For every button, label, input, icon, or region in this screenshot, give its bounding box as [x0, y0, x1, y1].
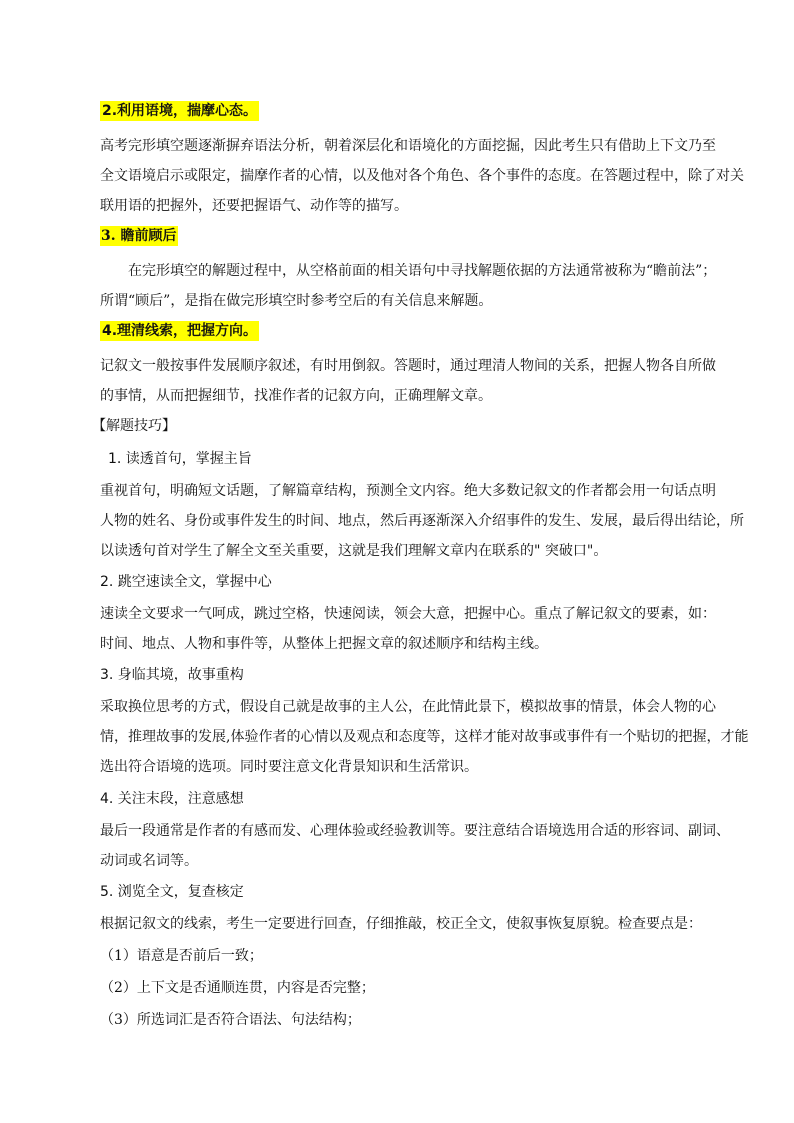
tip-3-line-1: 采取换位思考的方式，假设自己就是故事的主人公，在此情此景下，模拟故事的情景，体会人物的心: [100, 699, 716, 715]
section-heading-4-text: 4.理清线索，把握方向。: [102, 323, 258, 339]
tip-1-heading: 1. 读透首句，掌握主旨: [108, 451, 252, 467]
tip-3-line-3: 选出符合语境的选项。同时要注意文化背景知识和生活常识。: [100, 759, 478, 775]
tip-4-line-1: 最后一段通常是作者的有感而发、心理体验或经验教训等。要注意结合语境选用合适的形容词、副词、: [100, 823, 730, 839]
tip-4-line-2: 动词或名词等。: [100, 853, 198, 869]
section-heading-4: [100, 321, 700, 341]
tip-1-line-1: 重视首句，明确短文话题，了解篇章结构，预测全文内容。绝大多数记叙文的作者都会用一句话点明: [100, 483, 716, 499]
tip-3-heading: 3. 身临其境，故事重构: [100, 667, 244, 683]
section-4-line-1: 记叙文一般按事件发展顺序叙述，有时用倒叙。答题时，通过理清人物间的关系，把握人物各自所做: [100, 358, 716, 374]
section-heading-3: [100, 226, 700, 246]
tip-1-line-3: 以读透句首对学生了解全文至关重要，这就是我们理解文章内在联系的" 突破口"。: [100, 543, 608, 559]
section-2-line-2: 全文语境启示或限定，揣摩作者的心情，以及他对各个角色、各个事件的态度。在答题过程中，除了对关: [100, 168, 744, 184]
tip-3-line-2: 情，推理故事的发展,体验作者的心情以及观点和态度等，这样才能对故事或事件有一个贴切的把握，才能: [100, 729, 749, 745]
section-heading-2-text: 2.利用语境，揣摩心态。: [102, 103, 258, 119]
tip-2-line-1: 速读全文要求一气呵成，跳过空格，快速阅读，领会大意，把握中心。重点了解记叙文的要素，如：: [100, 606, 716, 622]
tip-4-heading: 4. 关注末段，注意感想: [100, 791, 244, 807]
section-heading-2: [100, 101, 700, 121]
tip-5-check-3: （3）所选词汇是否符合语法、句法结构；: [100, 1012, 361, 1028]
tips-title: 【解题技巧】: [92, 418, 176, 434]
section-2-line-3: 联用语的把握外，还要把握语气、动作等的描写。: [100, 198, 408, 214]
tip-2-line-2: 时间、地点、人物和事件等，从整体上把握文章的叙述顺序和结构主线。: [100, 636, 548, 652]
section-2-line-1: 高考完形填空题逐渐摒弃语法分析，朝着深层化和语境化的方面挖掘，因此考生只有借助上下文乃至: [100, 138, 716, 154]
tip-5-check-2: （2）上下文是否通顺连贯，内容是否完整；: [100, 980, 375, 996]
tip-1-line-2: 人物的姓名、身份或事件发生的时间、地点，然后再逐渐深入介绍事件的发生、发展，最后得出结论，所: [100, 513, 744, 529]
tip-5-check-1: （1）语意是否前后一致；: [100, 948, 263, 964]
tip-2-heading: 2. 跳空速读全文，掌握中心: [100, 574, 272, 590]
section-heading-3-text: 3. 瞻前顾后: [101, 228, 177, 244]
tip-5-heading: 5. 浏览全文，复查核定: [100, 884, 244, 900]
tip-5-line-1: 根据记叙文的线索，考生一定要进行回查，仔细推敲，校正全文，使叙事恢复原貌。检查要点是：: [100, 916, 702, 932]
section-4-line-2: 的事情，从而把握细节，找准作者的记叙方向，正确理解文章。: [100, 388, 492, 404]
section-3-line-1: 在完形填空的解题过程中，从空格前面的相关语句中寻找解题依据的方法通常被称为“瞻前法”；: [128, 263, 717, 279]
section-3-line-2: 所谓“顾后”，是指在做完形填空时参考空后的有关信息来解题。: [100, 293, 493, 309]
